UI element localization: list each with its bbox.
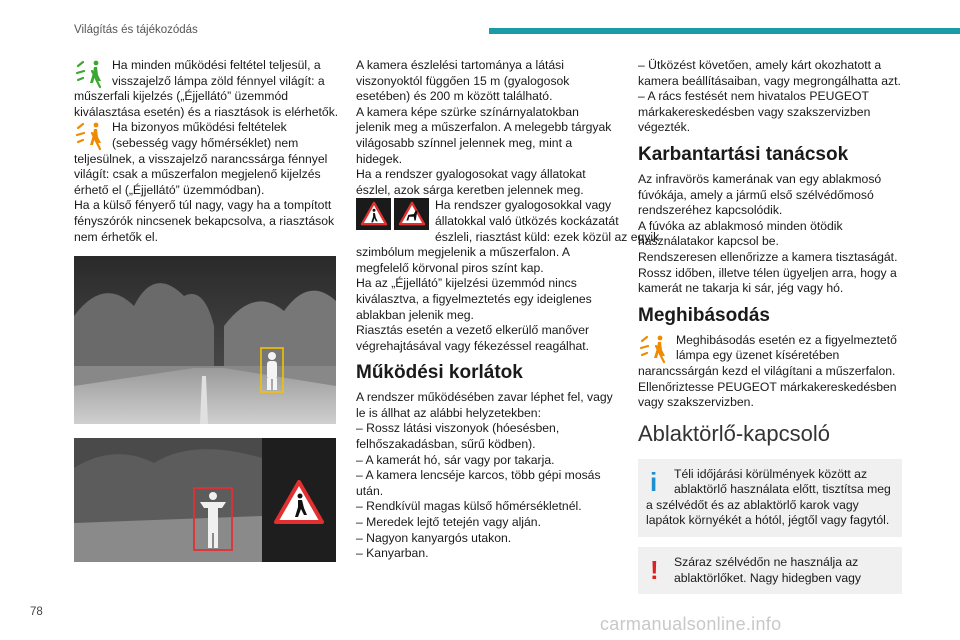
collision-alert-paragraph: Ha rendszer gyalogosokkal vagy állatokkal való ütközés kockázatát észleli, riasztást küld: ezek közül az egyik szimbólum megjelenik a műszerfalon. A megfelelő körvonal piros színt kap. Ha az „Éjjellátó” kijelzési üzemmód nincs kiválasztva, a figyelmeztetés egy ideiglenes ablakban jelenik meg. Riasztás esetén a vezető elkerülő manőver végrehajtásával vagy fékezéssel reagálhat. [356, 198, 660, 353]
thermal-camera-pedestrian-alert-image [74, 438, 336, 562]
malfunction-paragraph: Meghibásodás esetén ez a figyelmeztető lámpa egy üzenet kíséretében narancssárgán kezd el világítani a műszerfalon. Ellenőriztesse PEUGEOT márkakereskedésben vagy szakszervizben. [638, 332, 897, 410]
thermal-camera-road-image [74, 256, 336, 424]
night-vision-fault-lamp-icon [638, 334, 670, 364]
brightness-paragraph: Ha a külső fényerő túl nagy, vagy ha a tompított fényszórók nincsenek bekapcsolva, a riasztások nem érhetők el. [74, 198, 335, 244]
warning-icon: ! [650, 555, 659, 586]
section-heading-maintenance: Karbantartási tanácsok [638, 143, 849, 165]
section-heading-wiper-switch: Ablaktörlő-kapcsoló [638, 420, 830, 446]
section-heading-limitations: Működési korlátok [356, 362, 523, 384]
column-1 [74, 58, 339, 245]
section-heading-malfunction: Meghibásodás [638, 304, 770, 326]
pedestrian-warning-icon [356, 198, 391, 230]
animal-warning-icon [394, 198, 429, 230]
info-note: i Téli időjárási körülmények között az ablaktörlő használata előtt, tisztítsa meg a szélvédőt és az ablaktörlő karok vagy lapátok környékét a hótól, jégtől vagy fagytól. [638, 459, 902, 537]
warning-note: ! Száraz szélvédőn ne használja az ablaktörlőket. Nagy hidegben vagy [638, 547, 902, 594]
column-3 [638, 58, 902, 604]
limitations-continued: – Ütközést követően, amely kárt okozhatott a kamera beállításaiban, vagy megrongálhatta azt. – A rács festését nem hivatalos PEUGEOT márkakereskedésben vagy szakszervizben végezték. [638, 58, 901, 135]
green-lamp-paragraph: Ha minden működési feltétel teljesül, a visszajelző lámpa zöld fénnyel világít: a műszerfali kijelzés („Éjjellátó” üzemmód kiválasztása esetén) és a riasztások is elérhetők. [74, 58, 339, 119]
page-number: 78 [30, 606, 43, 618]
info-icon: i [650, 466, 658, 497]
camera-range-paragraph: A kamera észlelési tartománya a látási viszonyoktól függően 15 m (gyalogosok esetében) és 200 m között található. A kamera képe szürke színárnyalatokban jelenik meg a műszerfalon. A melegebb tárgyak világosabb színnel jelennek meg, mint a hidegek. Ha a rendszer gyalogosokat vagy állatokat észlel, azok sárga keretben jelennek meg. [356, 58, 612, 197]
alert-symbols [356, 198, 429, 230]
watermark-text: carmanualsonline.info [600, 614, 782, 634]
night-vision-orange-lamp-icon [74, 121, 106, 151]
maintenance-paragraph: Az infravörös kamerának van egy ablakmosó fúvókája, amely a jármű első szélvédőmosó rendszeréhez kapcsolódik. A fúvóka az ablakmosó minden ötödik használatakor kapcsol be. Rendszeresen ellenőrizze a kamera tisztaságát. Rossz időben, illetve télen ügyeljen arra, hogy a kamerát ne takarja ki sár, jég vagy hó. [638, 171, 898, 296]
header-accent-bar [489, 28, 960, 34]
night-vision-green-lamp-icon [74, 59, 106, 89]
orange-lamp-paragraph: Ha bizonyos működési feltételek (sebesség vagy hőmérséklet) nem teljesülnek, a visszajelző narancssárga fénnyel világít: csak a műszerfalon megjelenő kijelzés érhető el („Éjjellátó” üzemmódban). [74, 120, 328, 197]
limitations-list: A rendszer működésében zavar léphet fel, vagy le is állhat az alábbi helyzetekben: – Rossz látási viszonyok (hóesésben, felhőszakadásban, sűrű ködben). – A kamerát hó, sár vagy por takarja. – A kamera lencséje karcos, több gépi mosás után. – Rendkívül magas külső hőmérsékletnél. – Meredek lejtő tetején vagy alján. – Nagyon kanyargós utakon. – Kanyarban. [356, 390, 613, 561]
column-2 [356, 58, 660, 562]
running-header: Világítás és tájékozódás [74, 24, 198, 36]
